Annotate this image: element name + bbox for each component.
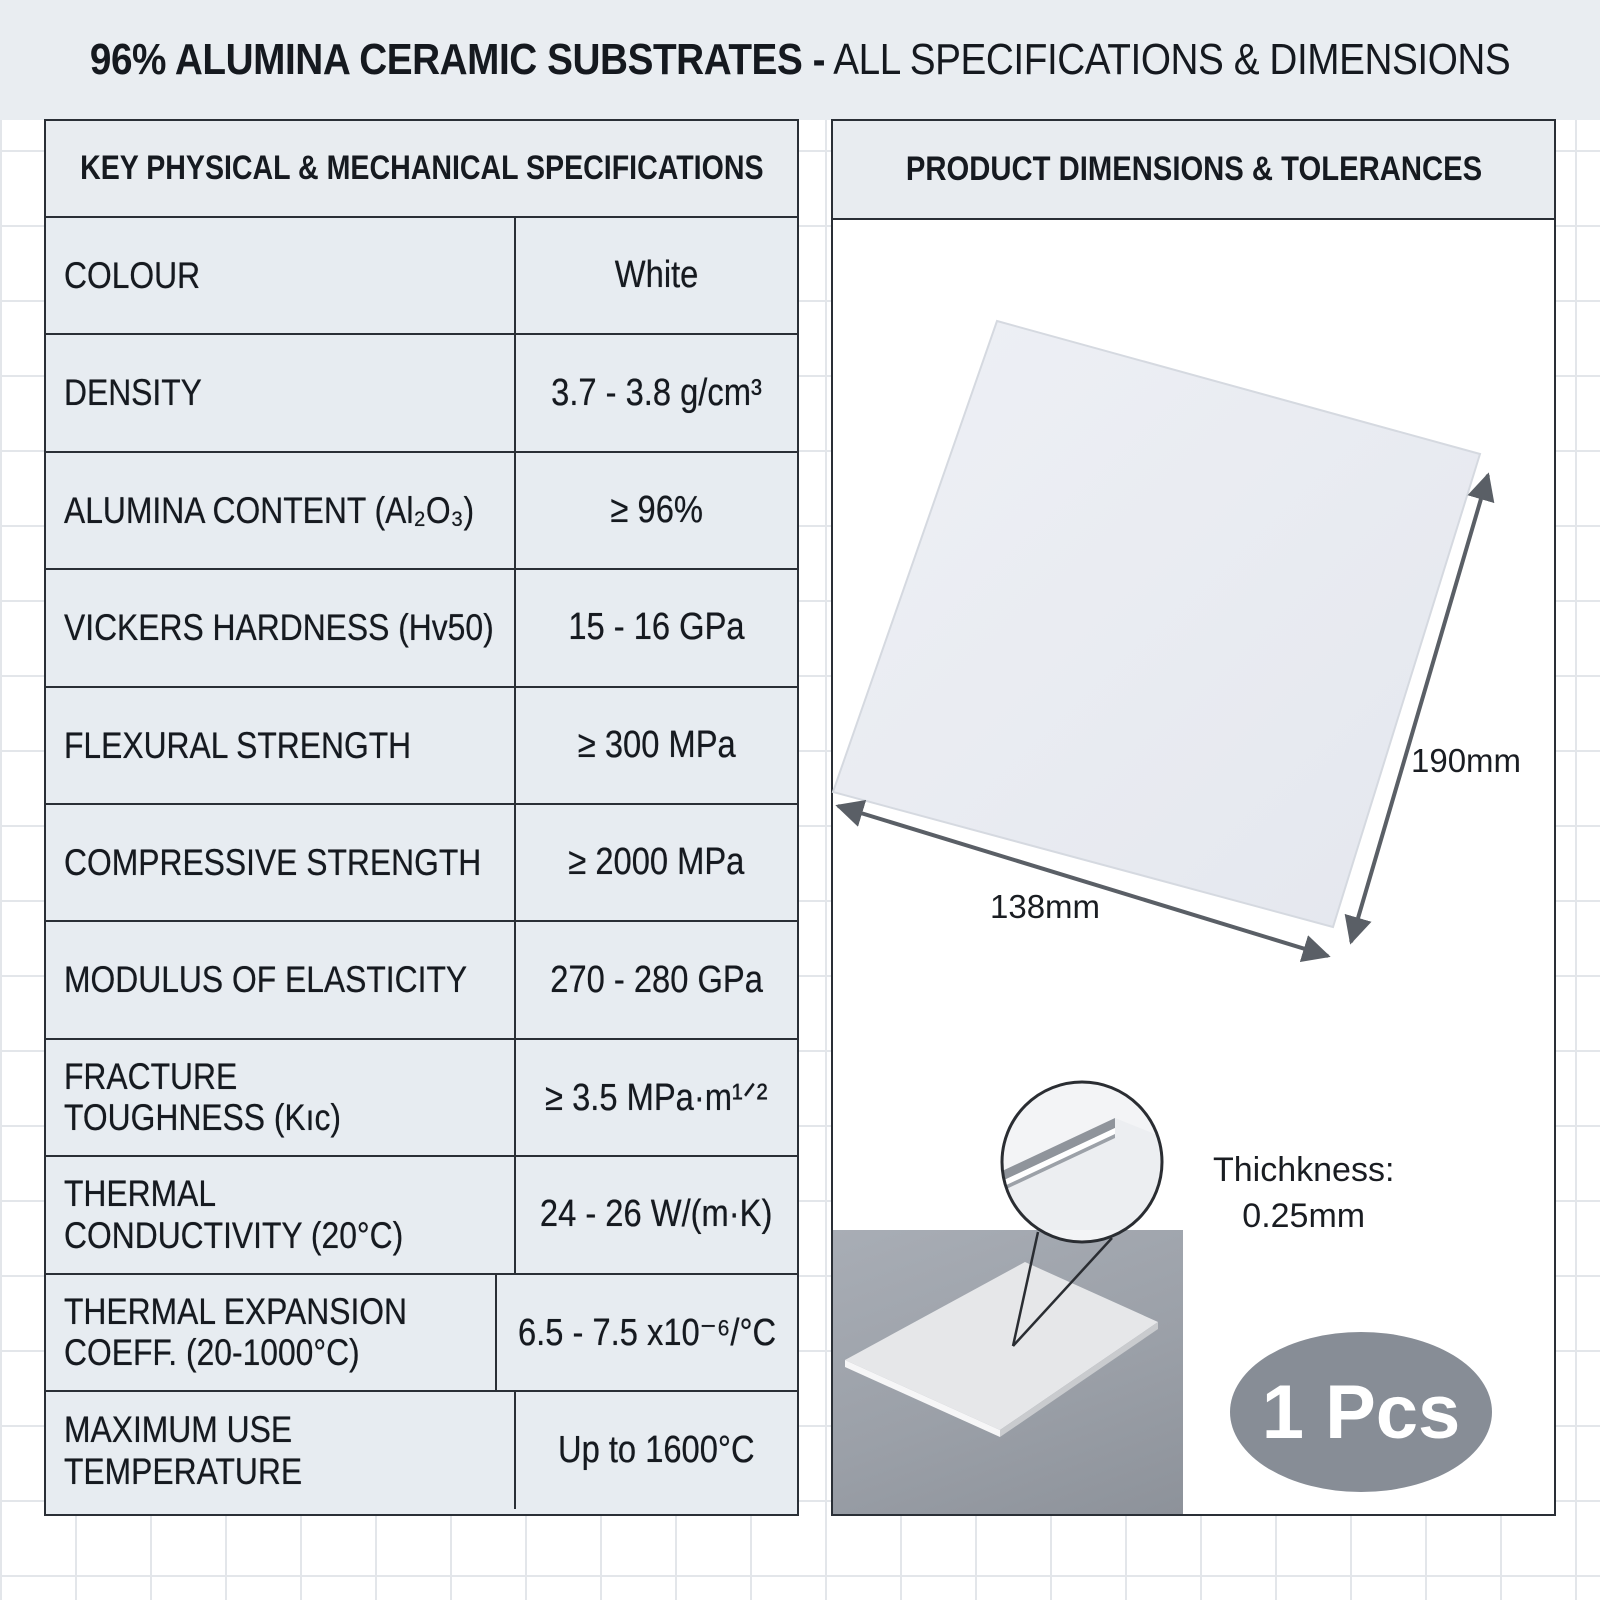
thickness-label-value: 0.25mm [1242, 1196, 1366, 1235]
spec-label-line: CONDUCTIVITY (20°C) [64, 1214, 404, 1256]
spec-label-line: FLEXURAL STRENGTH [64, 724, 412, 766]
spec-value: ≥ 3.5 MPa·m¹ᐟ² [545, 1076, 768, 1119]
spec-label-line: THERMAL [64, 1173, 217, 1215]
spec-value: Up to 1600°C [558, 1429, 755, 1472]
height-label: 190mm [1411, 742, 1522, 779]
width-label: 138mm [990, 888, 1101, 925]
spec-value: White [614, 254, 699, 297]
thickness-label [1213, 1148, 1394, 1240]
specs-header-text: KEY PHYSICAL & MECHANICAL SPECIFICATIONS [79, 149, 764, 187]
spec-value: 15 - 16 GPa [568, 606, 745, 649]
spec-label-line: VICKERS HARDNESS (Hv50) [64, 607, 494, 649]
quantity-badge [1230, 1332, 1492, 1492]
spec-value: ≥ 300 MPa [577, 723, 736, 766]
thickness-label-title: Thichkness: [1213, 1151, 1395, 1189]
spec-label-line: MAXIMUM USE [64, 1409, 293, 1451]
spec-label-line: COEFF. (20-1000°C) [64, 1332, 360, 1374]
spec-value: 3.7 - 3.8 g/cm³ [551, 371, 762, 414]
page-title-rest: ALL SPECIFICATIONS & DIMENSIONS [833, 35, 1511, 84]
photo-plate-top [845, 1262, 1158, 1430]
spec-label-line: DENSITY [64, 372, 202, 414]
spec-label-line: TOUGHNESS (Kıc) [64, 1097, 341, 1139]
spec-label-line: TEMPERATURE [64, 1450, 303, 1492]
page-title-bold: 96% ALUMINA CERAMIC SUBSTRATES - [89, 35, 826, 84]
dimensions-header-text: PRODUCT DIMENSIONS & TOLERANCES [905, 150, 1482, 188]
spec-label-line: MODULUS OF ELASTICITY [64, 959, 468, 1001]
spec-value: ≥ 2000 MPa [568, 841, 745, 884]
spec-value: 6.5 - 7.5 x10⁻⁶/°C [517, 1311, 776, 1354]
spec-label-line: ALUMINA CONTENT (Al₂O₃) [64, 489, 475, 531]
spec-label-line: FRACTURE [64, 1055, 238, 1097]
spec-value: ≥ 96% [610, 488, 703, 531]
spec-label-line: THERMAL EXPANSION [64, 1290, 408, 1332]
spec-label-line: COMPRESSIVE STRENGTH [64, 841, 482, 883]
quantity-text: 1 Pcs [1261, 1369, 1461, 1455]
spec-value: 24 - 26 W/(m·K) [540, 1193, 773, 1236]
spec-value: 270 - 280 GPa [550, 958, 763, 1001]
spec-label-line: COLOUR [64, 254, 201, 296]
